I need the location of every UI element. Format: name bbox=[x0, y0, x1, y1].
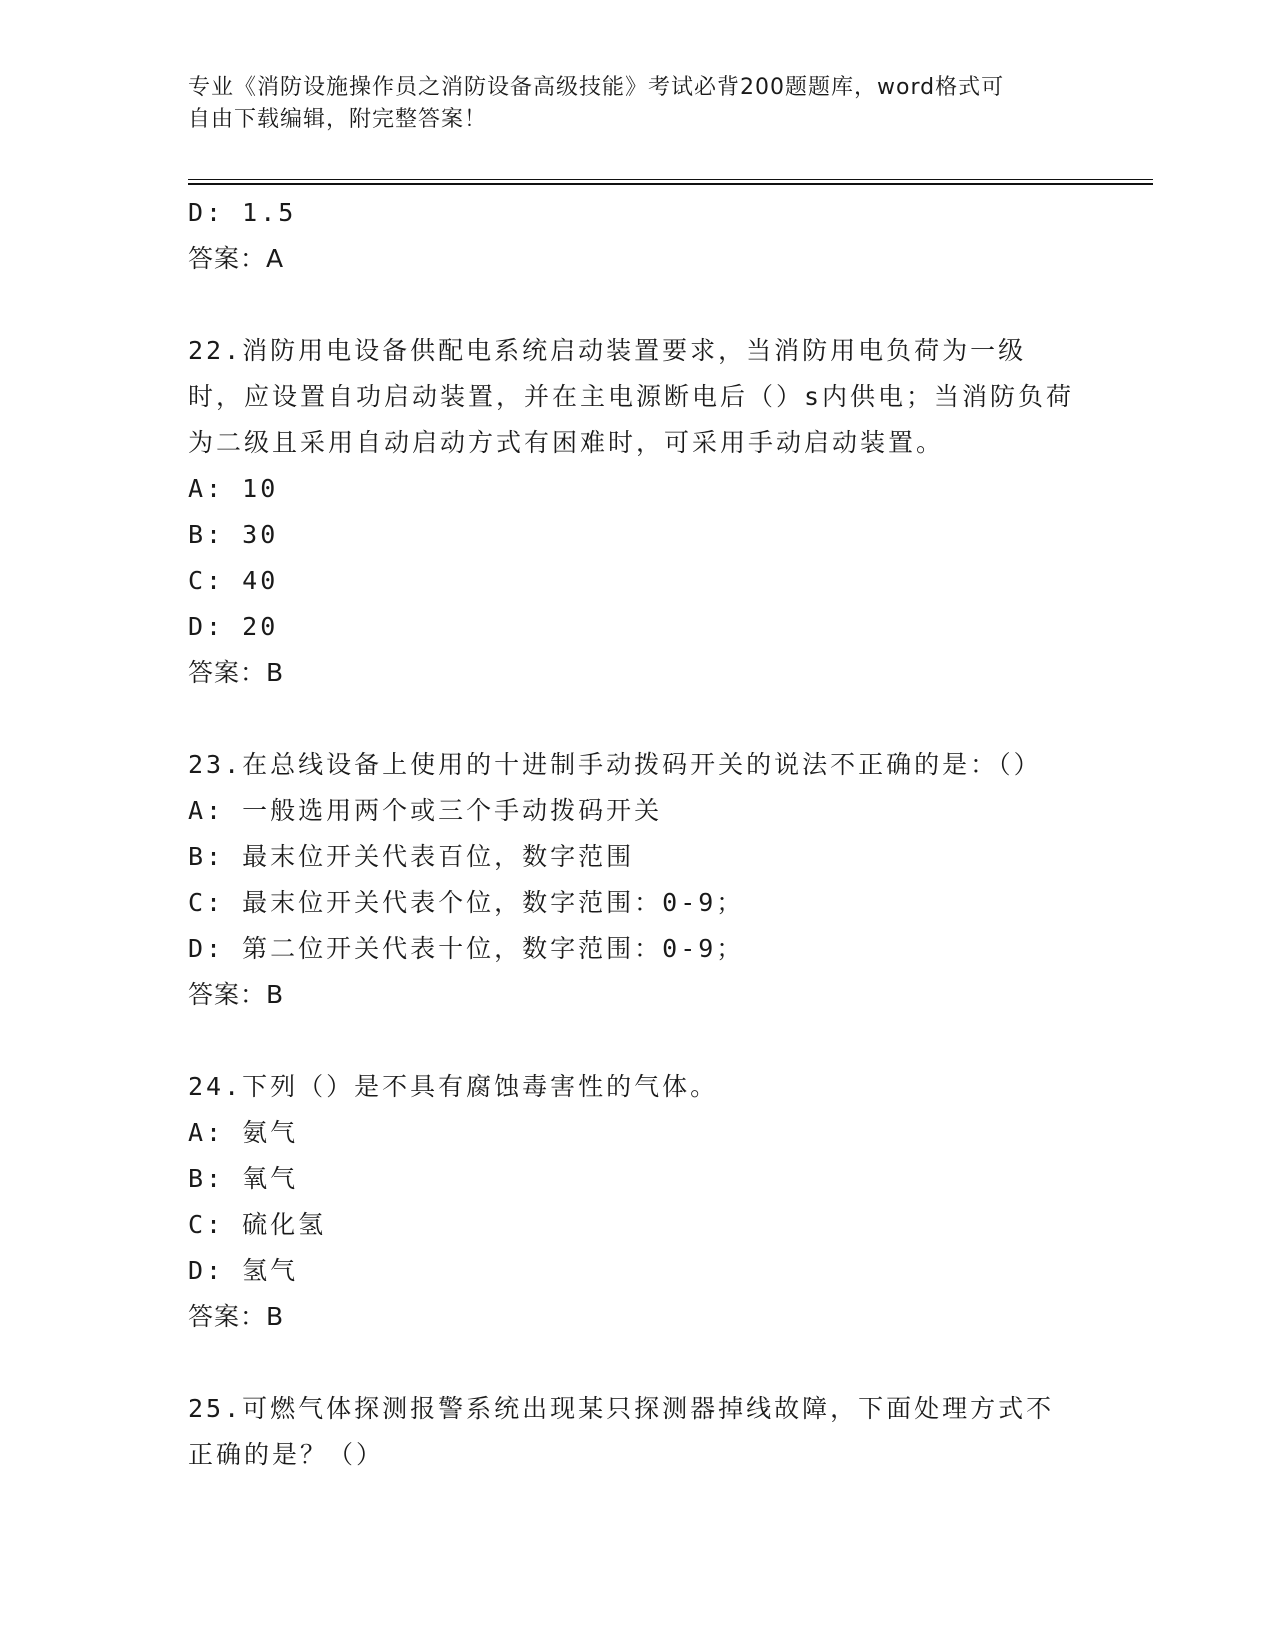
previous-question-tail bbox=[188, 190, 1088, 282]
option-d: D: 1.5 bbox=[188, 198, 297, 227]
question-24 bbox=[188, 1064, 1088, 1340]
option-a: A: 氨气 bbox=[188, 1118, 299, 1147]
option-a: A: 一般选用两个或三个手动拨码开关 bbox=[188, 796, 663, 825]
option-d: D: 氢气 bbox=[188, 1256, 299, 1285]
option-d: D: 第二位开关代表十位，数字范围：0-9； bbox=[188, 934, 745, 963]
answer-line: 答案：B bbox=[188, 980, 285, 1009]
option-d: D: 20 bbox=[188, 612, 279, 641]
question-25 bbox=[188, 1386, 1088, 1478]
question-stem: 25.可燃气体探测报警系统出现某只探测器掉线故障，下面处理方式不正确的是？（） bbox=[188, 1394, 1055, 1469]
document-body bbox=[188, 190, 1088, 1478]
header-line-2: 自由下载编辑，附完整答案！ bbox=[188, 107, 488, 132]
question-stem: 23.在总线设备上使用的十进制手动拨码开关的说法不正确的是：（） bbox=[188, 750, 1042, 779]
question-stem: 22.消防用电设备供配电系统启动装置要求，当消防用电负荷为一级时，应设置自功启动装置，并在主电源断电后（）s内供电；当消防负荷为二级且采用自动启动方式有困难时，可采用手动启动装置。 bbox=[188, 336, 1075, 457]
document-header bbox=[188, 72, 1088, 136]
option-b: B: 最末位开关代表百位，数字范围 bbox=[188, 842, 635, 871]
question-23 bbox=[188, 742, 1088, 1018]
option-c: C: 40 bbox=[188, 566, 279, 595]
option-a: A: 10 bbox=[188, 474, 279, 503]
header-divider-thin bbox=[188, 179, 1153, 180]
option-b: B: 氧气 bbox=[188, 1164, 299, 1193]
option-c: C: 最末位开关代表个位，数字范围：0-9； bbox=[188, 888, 745, 917]
answer-line: 答案：B bbox=[188, 1302, 285, 1331]
answer-line: 答案：B bbox=[188, 658, 285, 687]
option-c: C: 硫化氢 bbox=[188, 1210, 327, 1239]
question-22 bbox=[188, 328, 1088, 696]
question-stem: 24.下列（）是不具有腐蚀毒害性的气体。 bbox=[188, 1072, 719, 1101]
header-divider-thick bbox=[188, 183, 1153, 185]
answer-line: 答案：A bbox=[188, 244, 285, 273]
option-b: B: 30 bbox=[188, 520, 279, 549]
header-line-1: 专业《消防设施操作员之消防设备高级技能》考试必背200题题库，word格式可 bbox=[188, 75, 1005, 100]
